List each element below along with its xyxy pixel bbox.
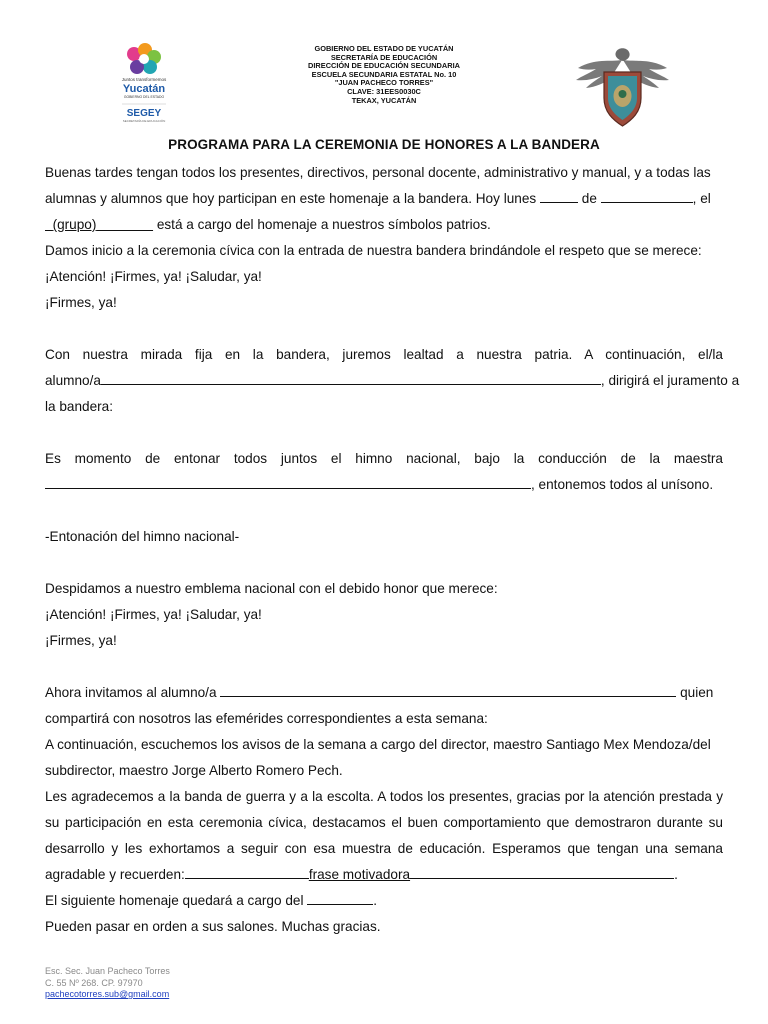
header-line-6: CLAVE: 31EES0030C bbox=[347, 86, 421, 96]
text-line: ¡Atención! ¡Firmes, ya! ¡Saludar, ya! bbox=[45, 269, 262, 284]
footer-email-link[interactable]: pachecotorres.sub@gmail.com bbox=[45, 989, 170, 999]
text-line bbox=[45, 472, 723, 498]
footer-address: C. 55 Nº 268. CP. 97970 bbox=[45, 977, 143, 988]
text-line: ¡Firmes, ya! bbox=[45, 633, 117, 648]
text-span: quien bbox=[680, 685, 714, 700]
text-line: desarrollo y les exhortamos a seguir con esa muestra de educación. Esperamos que tengan una semana bbox=[45, 841, 723, 856]
header-line-4: ESCUELA SECUNDARIA ESTATAL No. 10 bbox=[311, 69, 457, 79]
frase-motivadora[interactable]: frase motivadora bbox=[308, 867, 411, 882]
date-month-blank[interactable] bbox=[601, 187, 693, 203]
logo-sub: GOBIERNO DEL ESTADO bbox=[123, 95, 165, 99]
frase-blank-left[interactable] bbox=[185, 863, 309, 879]
frase-blank-right[interactable] bbox=[410, 863, 674, 879]
institution-header-text bbox=[270, 45, 498, 105]
document-title: PROGRAMA PARA LA CEREMONIA DE HONORES A LA BANDERA bbox=[168, 137, 600, 152]
text-line: Buenas tardes tengan todos los presentes, directivos, personal docente, administrativo y manual, y a todas las bbox=[45, 165, 711, 180]
text-span: . bbox=[674, 867, 678, 882]
text-line: Pueden pasar en orden a sus salones. Muchas gracias. bbox=[45, 919, 381, 934]
text-line: su participación en esta ceremonia cívica, destacamos el buen comportamiento que demostraron durante su bbox=[45, 815, 723, 830]
text-line: subdirector, maestro Jorge Alberto Romero Pech. bbox=[45, 763, 343, 778]
next-homage-group-blank[interactable] bbox=[307, 889, 373, 905]
text-span: El siguiente homenaje quedará a cargo del bbox=[45, 893, 304, 908]
yucatan-segey-logo bbox=[112, 42, 176, 132]
logo-segey-sub: SECRETARÍA DE EDUCACIÓN bbox=[122, 119, 166, 123]
text-span: alumno/a bbox=[45, 373, 101, 388]
text-line: -Entonación del himno nacional- bbox=[45, 529, 240, 544]
text-line bbox=[45, 212, 723, 238]
document-header bbox=[0, 0, 768, 135]
header-line-5: "JUAN PACHECO TORRES" bbox=[334, 78, 434, 88]
teacher-name-blank[interactable] bbox=[45, 473, 531, 489]
text-span: está a cargo del homenaje a nuestros símbolos patrios. bbox=[156, 217, 491, 232]
efemerides-student-blank[interactable] bbox=[220, 681, 676, 697]
header-line-7: TEKAX, YUCATÁN bbox=[351, 95, 417, 105]
yucatan-flower-icon bbox=[127, 43, 161, 74]
logo-brand: Yucatán bbox=[122, 83, 166, 95]
text-line: Damos inicio a la ceremonia cívica con la entrada de nuestra bandera brindándole el respeto que se merece: bbox=[45, 243, 702, 258]
text-span: alumnas y alumnos que hoy participan en este homenaje a la bandera. Hoy lunes bbox=[45, 191, 537, 206]
grupo-blank[interactable]: (grupo) bbox=[52, 217, 97, 232]
text-line: ¡Atención! ¡Firmes, ya! ¡Saludar, ya! bbox=[45, 607, 262, 622]
text-line: la bandera: bbox=[45, 399, 114, 414]
text-span: de bbox=[581, 191, 597, 206]
header-line-2: SECRETARÍA DE EDUCACIÓN bbox=[330, 52, 438, 62]
footer-school: Esc. Sec. Juan Pacheco Torres bbox=[45, 966, 170, 976]
date-day-blank[interactable] bbox=[540, 187, 578, 203]
text-span: , el bbox=[692, 191, 711, 206]
text-line: Con nuestra mirada fija en la bandera, juremos lealtad a nuestra patria. A continuación, el/la bbox=[45, 347, 723, 362]
header-line-3: DIRECCIÓN DE EDUCACIÓN SECUNDARIA bbox=[308, 61, 460, 71]
text-line bbox=[45, 862, 723, 888]
text-line bbox=[45, 680, 723, 706]
text-line bbox=[45, 368, 740, 394]
text-line: Les agradecemos a la banda de guerra y a la escolta. A todos los presentes, gracias por la atención prestada y bbox=[45, 789, 723, 804]
document-body bbox=[45, 160, 740, 940]
text-line bbox=[45, 888, 723, 914]
text-line bbox=[45, 186, 723, 212]
text-span: agradable y recuerden: bbox=[45, 867, 185, 882]
text-span: . bbox=[373, 893, 378, 908]
text-span: Ahora invitamos al alumno/a bbox=[45, 685, 217, 700]
juramento-student-blank[interactable] bbox=[101, 369, 601, 385]
document-footer bbox=[45, 966, 170, 1001]
text-line: Despidamos a nuestro emblema nacional con el debido honor que merece: bbox=[45, 581, 498, 596]
text-span: , entonemos todos al unísono. bbox=[531, 477, 714, 492]
text-span: , dirigirá el juramento a bbox=[600, 373, 740, 388]
eagle-shield-icon bbox=[570, 46, 675, 130]
text-line: compartirá con nosotros las efemérides correspondientes a esta semana: bbox=[45, 711, 488, 726]
text-line: A continuación, escuchemos los avisos de la semana a cargo del director, maestro Santiago Mex Mendoza/del bbox=[45, 737, 711, 752]
text-line: Es momento de entonar todos juntos el himno nacional, bajo la conducción de la maestra bbox=[45, 451, 723, 466]
text-line: ¡Firmes, ya! bbox=[45, 295, 117, 310]
logo-segey: SEGEY bbox=[126, 108, 162, 119]
header-line-1: GOBIERNO DEL ESTADO DE YUCATÁN bbox=[314, 44, 454, 53]
logo-tagline: Juntos transformemos bbox=[121, 77, 167, 82]
